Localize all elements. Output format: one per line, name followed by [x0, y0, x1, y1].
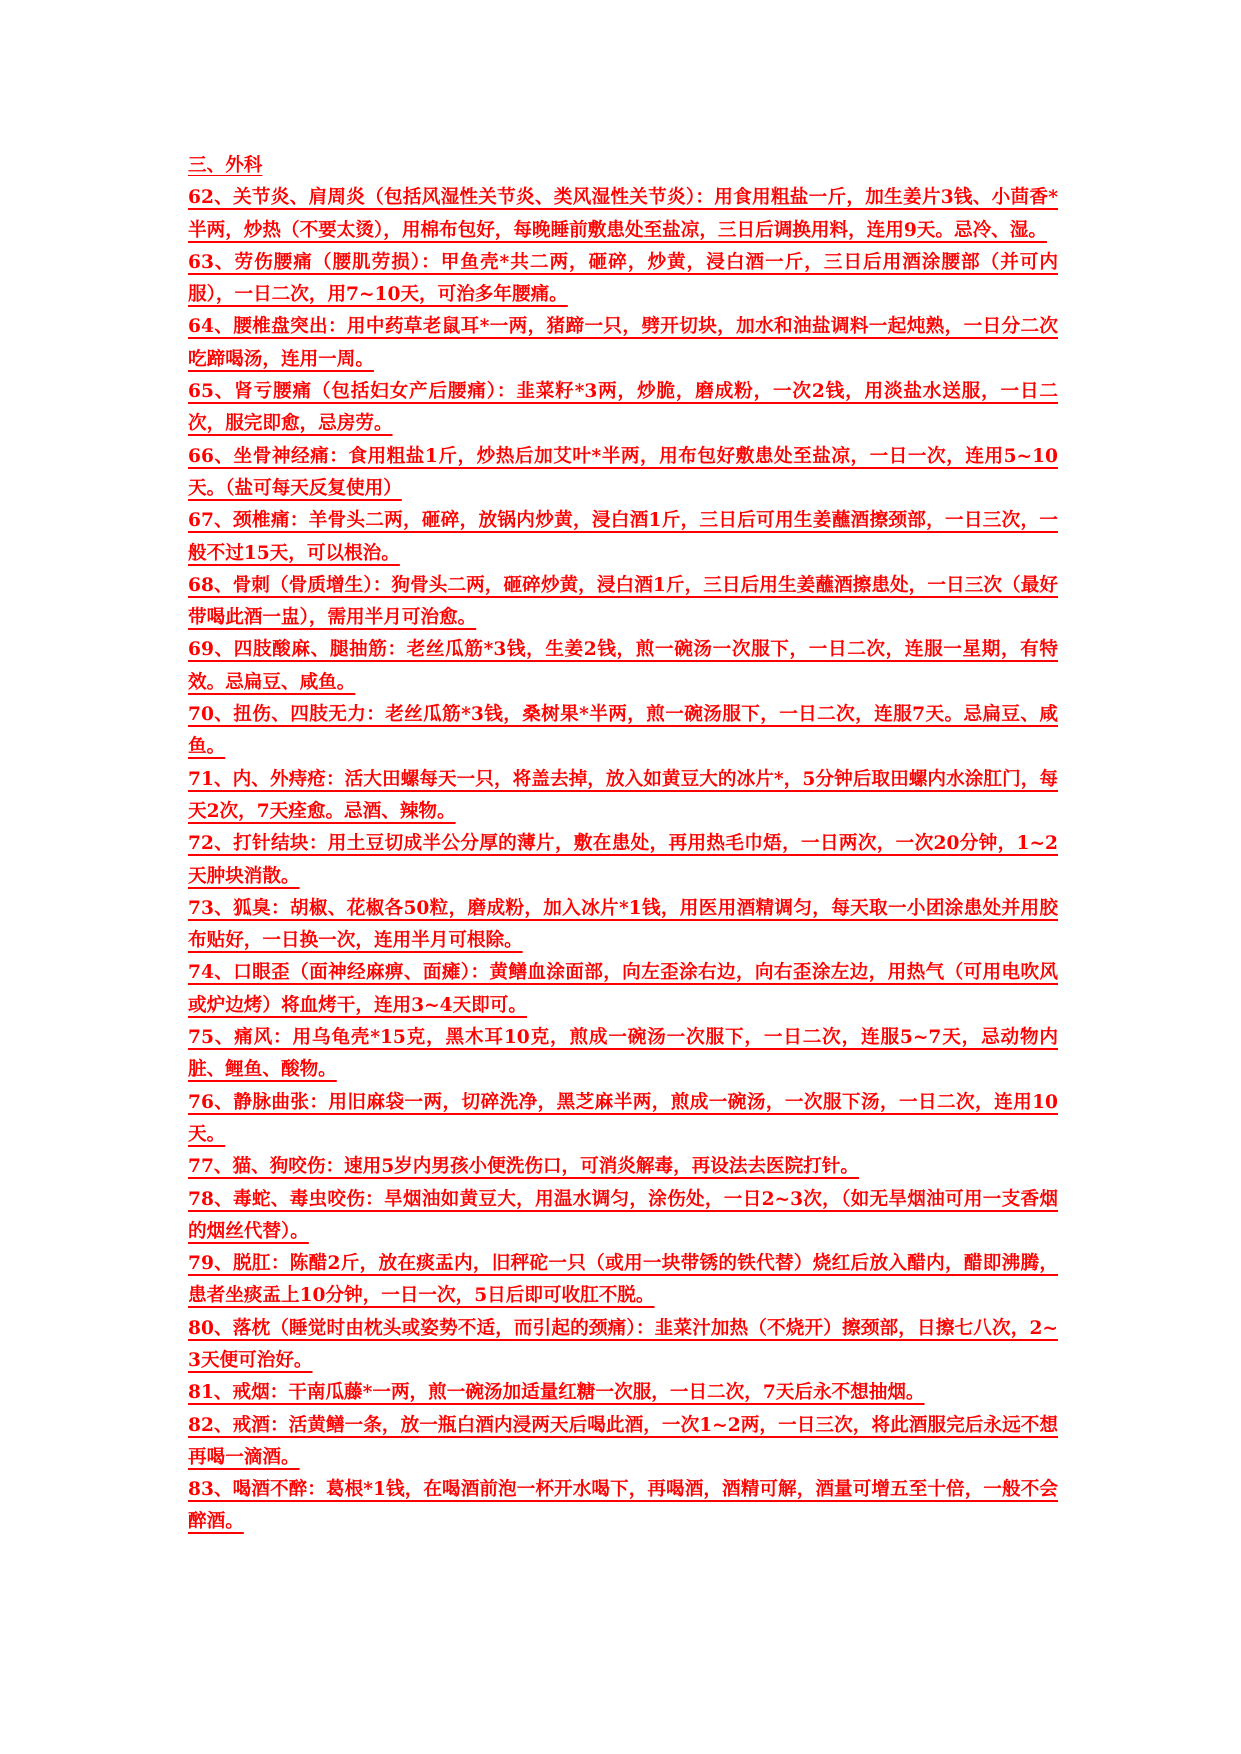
remedy-item-76: 76、静脉曲张：用旧麻袋一两，切碎洗净，黑芝麻半两，煎成一碗汤，一次服下汤，一日二次，连用10天。: [188, 1091, 1058, 1145]
remedy-item-80: 80、落枕（睡觉时由枕头或姿势不适，而引起的颈痛）：韭菜汁加热（不烧开）擦颈部，日擦七八次，2~3天便可治好。: [188, 1317, 1058, 1371]
section-title-text: 三、外科: [188, 155, 263, 176]
remedy-item-72: 72、打针结块：用土豆切成半公分厚的薄片，敷在患处，再用热毛巾焐，一日两次，一次20分钟，1~2天肿块消散。: [188, 833, 1058, 887]
remedy-item-78: 78、毒蛇、毒虫咬伤：旱烟油如黄豆大，用温水调匀，涂伤处，一日2~3次，（如无旱烟油可用一支香烟的烟丝代替）。: [188, 1188, 1058, 1242]
remedy-item-62: 62、关节炎、肩周炎（包括风湿性关节炎、类风湿性关节炎）：用食用粗盐一斤，加生姜片3钱、小茴香*半两，炒热（不要太烫），用棉布包好，每晚睡前敷患处至盐凉，三日后调换用料，连用9天。忌冷、湿。: [188, 187, 1058, 241]
remedy-item-71: 71、内、外痔疮：活大田螺每天一只，将盖去掉，放入如黄豆大的冰片*，5分钟后取田螺内水涂肛门，每天2次，7天痊愈。忌酒、辣物。: [188, 768, 1058, 822]
remedy-item-79: 79、脱肛：陈醋2斤，放在痰盂内，旧秤砣一只（或用一块带锈的铁代替）烧红后放入醋内，醋即沸腾，患者坐痰盂上10分钟，一日一次，5日后即可收肛不脱。: [188, 1253, 1058, 1307]
remedy-item-67: 67、颈椎痛：羊骨头二两，砸碎，放锅内炒黄，浸白酒1斤，三日后可用生姜蘸酒擦颈部，一日三次，一般不过15天，可以根治。: [188, 510, 1058, 564]
remedy-item-63: 63、劳伤腰痛（腰肌劳损）：甲鱼壳*共二两，砸碎，炒黄，浸白酒一斤，三日后用酒涂腰部（并可内服），一日二次，用7~10天，可治多年腰痛。: [188, 251, 1058, 306]
remedy-item-70: 70、扭伤、四肢无力：老丝瓜筋*3钱，桑树果*半两，煎一碗汤服下，一日二次，连服7天。忌扁豆、咸鱼。: [188, 704, 1058, 758]
remedy-item-66: 66、坐骨神经痛：食用粗盐1斤，炒热后加艾叶*半两，用布包好敷患处至盐凉，一日一次，连用5~10天。（盐可每天反复使用）: [188, 445, 1058, 499]
remedy-item-68: 68、骨刺（骨质增生）：狗骨头二两，砸碎炒黄，浸白酒1斤，三日后用生姜蘸酒擦患处，一日三次（最好带喝此酒一盅），需用半月可治愈。: [188, 574, 1058, 629]
remedy-item-69: 69、四肢酸麻、腿抽筋：老丝瓜筋*3钱，生姜2钱，煎一碗汤一次服下，一日二次，连服一星期，有特效。忌扁豆、咸鱼。: [188, 639, 1058, 693]
remedy-item-83: 83、喝酒不醉：葛根*1钱，在喝酒前泡一杯开水喝下，再喝酒，酒精可解，酒量可增五至十倍，一般不会醉酒。: [188, 1479, 1058, 1533]
remedy-item-74: 74、口眼歪（面神经麻痹、面瘫）：黄鳝血涂面部，向左歪涂右边，向右歪涂左边，用热气（可用电吹风或炉边烤）将血烤干，连用3~4天即可。: [188, 962, 1058, 1016]
remedy-item-77: 77、猫、狗咬伤：速用5岁内男孩小便洗伤口，可消炎解毒，再设法去医院打针。: [188, 1156, 860, 1178]
document-page: [188, 150, 1058, 1539]
remedy-item-65: 65、肾亏腰痛（包括妇女产后腰痛）：韭菜籽*3两，炒脆，磨成粉，一次2钱，用淡盐水送服，一日二次，服完即愈，忌房劳。: [188, 381, 1058, 435]
remedy-item-75: 75、痛风：用乌龟壳*15克，黑木耳10克，煎成一碗汤一次服下，一日二次，连服5~7天，忌动物内脏、鲤鱼、酸物。: [188, 1027, 1058, 1081]
section-title: [188, 150, 1058, 182]
remedy-item-81: 81、戒烟：干南瓜藤*一两，煎一碗汤加适量红糖一次服，一日二次，7天后永不想抽烟。: [188, 1382, 925, 1404]
remedy-item-73: 73、狐臭：胡椒、花椒各50粒，磨成粉，加入冰片*1钱，用医用酒精调匀，每天取一小团涂患处并用胶布贴好，一日换一次，连用半月可根除。: [188, 897, 1058, 952]
remedy-item-64: 64、腰椎盘突出：用中药草老鼠耳*一两，猪蹄一只，劈开切块，加水和油盐调料一起炖熟，一日分二次吃蹄喝汤，连用一周。: [188, 316, 1058, 370]
remedy-item-82: 82、戒酒：活黄鳝一条，放一瓶白酒内浸两天后喝此酒，一次1~2两，一日三次，将此酒服完后永远不想再喝一滴酒。: [188, 1414, 1058, 1468]
